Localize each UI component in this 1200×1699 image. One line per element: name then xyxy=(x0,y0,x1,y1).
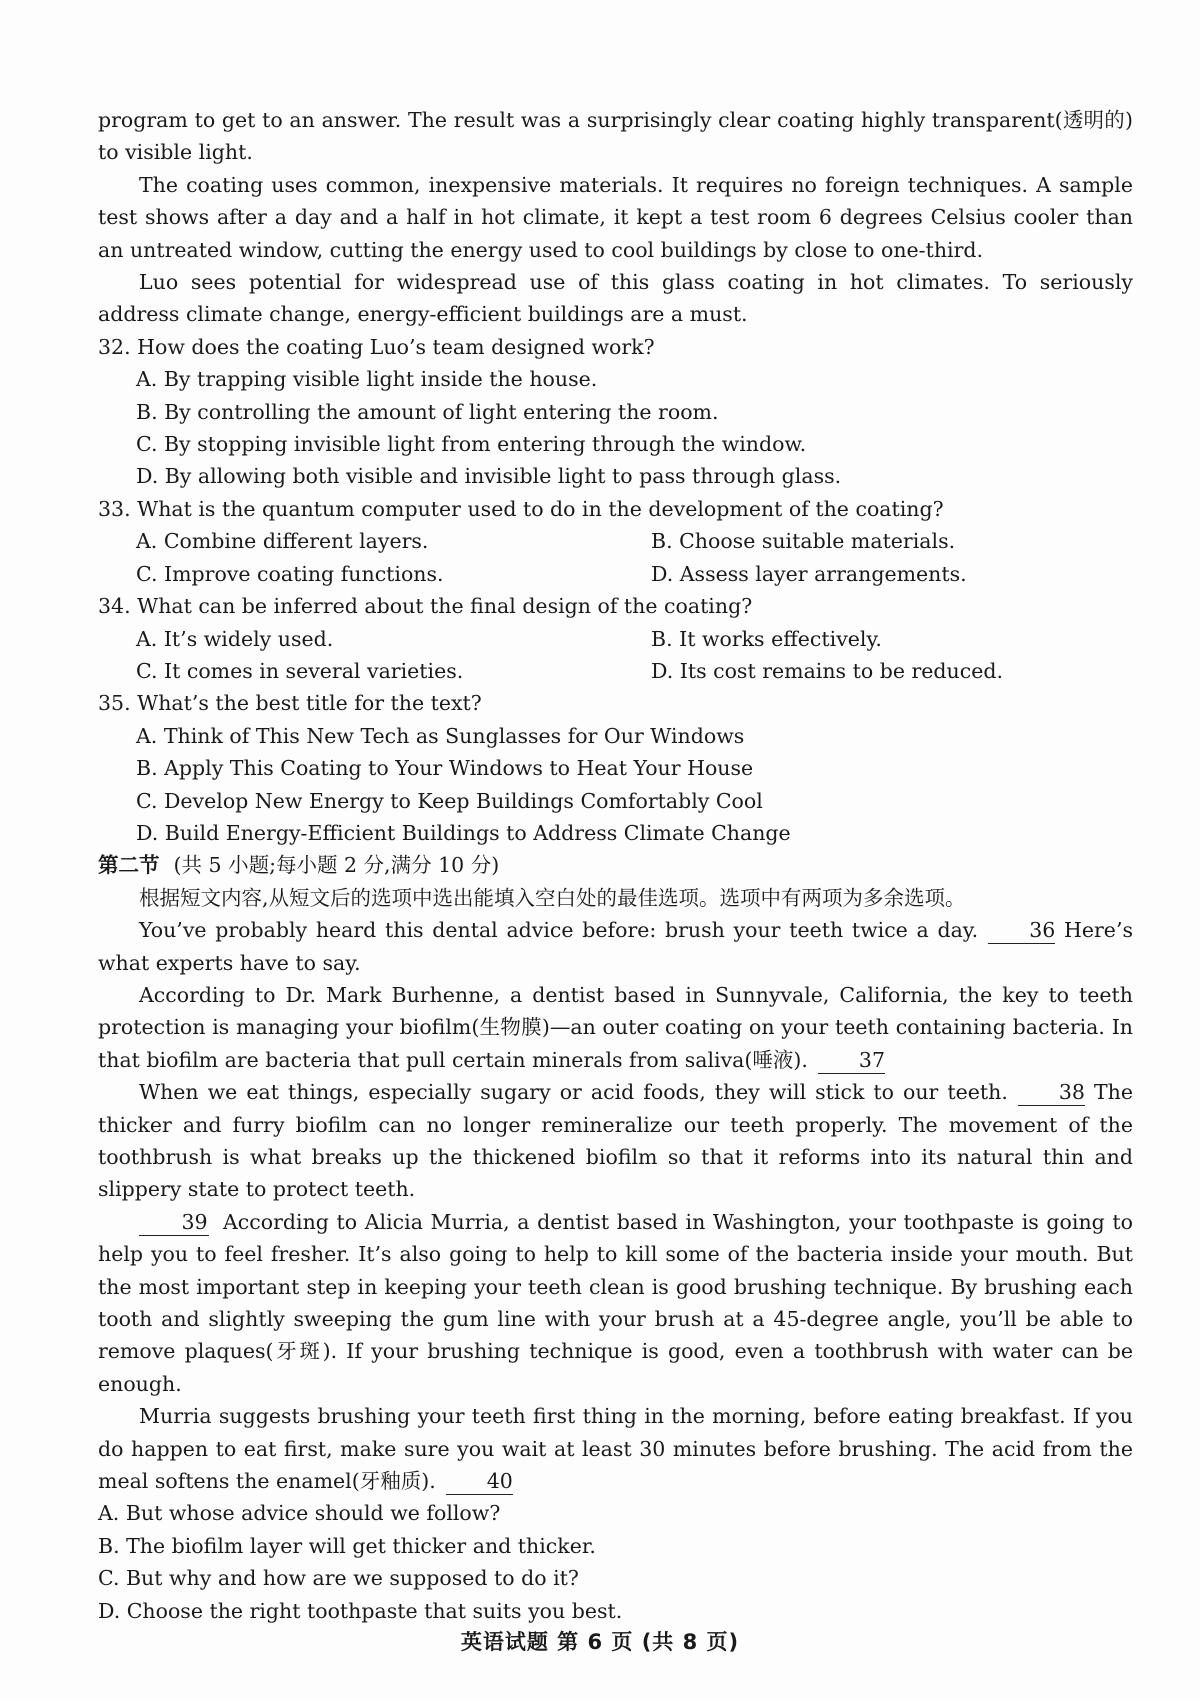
option-a: A. By trapping visible light inside the house. xyxy=(136,367,598,392)
option-b: B. By controlling the amount of light entering the room. xyxy=(136,399,719,424)
question-stem: 32. How does the coating Luo’s team designed work? xyxy=(98,334,655,359)
passage-paragraph xyxy=(98,979,1133,1076)
option-d: D. Its cost remains to be reduced. xyxy=(651,658,1003,683)
question-32 xyxy=(98,331,1133,493)
paragraph-text: The thicker and furry biofilm can no longer remineralize our teeth properly. The movement of the toothbrush is what breaks up the thickened biofilm so that it reforms into its natural thin and slippery state to protect teeth. xyxy=(98,1080,1133,1202)
option-b: B. It works effectively. xyxy=(651,626,882,651)
page-footer: 英语试题 第 6 页 (共 8 页) xyxy=(460,1630,740,1654)
blank-36: 36 xyxy=(988,917,1055,944)
options-grid xyxy=(98,525,1133,590)
section-title: 第二节 xyxy=(98,853,160,878)
choice-d: D. Choose the right toothpaste that suits you best. xyxy=(98,1598,623,1623)
paragraph-text: Here’s what experts have to say. xyxy=(98,918,1133,975)
question-33 xyxy=(98,493,1133,590)
choice-c: C. But why and how are we supposed to do it? xyxy=(98,1566,579,1591)
section-meta: (共 5 小题;每小题 2 分,满分 10 分) xyxy=(173,853,500,878)
option-c: C. Develop New Energy to Keep Buildings Comfortably Cool xyxy=(136,788,763,813)
options-grid xyxy=(98,623,1133,688)
option-c: C. It comes in several varieties. xyxy=(136,658,464,683)
choice-list xyxy=(98,1497,1133,1627)
option-b: B. Choose suitable materials. xyxy=(651,529,956,554)
passage-paragraph xyxy=(98,1400,1133,1497)
blank-39: 39 xyxy=(139,1209,209,1236)
option-a: A. Think of This New Tech as Sunglasses for Our Windows xyxy=(136,723,745,748)
paragraph-text: You’ve probably heard this dental advice before: brush your teeth twice a day. xyxy=(139,918,979,943)
option-c: C. By stopping invisible light from entering through the window. xyxy=(136,432,807,457)
page-content xyxy=(98,104,1133,1627)
question-35 xyxy=(98,687,1133,849)
choice-a: A. But whose advice should we follow? xyxy=(98,1501,501,1526)
question-stem: 33. What is the quantum computer used to do in the development of the coating? xyxy=(98,496,944,521)
passage-paragraph: Luo sees potential for widespread use of this glass coating in hot climates. To seriously address climate change, energy-efficient buildings are a must. xyxy=(98,270,1133,327)
section-heading xyxy=(98,849,1133,881)
question-stem: 34. What can be inferred about the final design of the coating? xyxy=(98,594,753,619)
passage-paragraph xyxy=(98,1076,1133,1206)
blank-40: 40 xyxy=(446,1468,513,1495)
paragraph-text: Murria suggests brushing your teeth first thing in the morning, before eating breakfast. If you do happen to eat first, make sure you wait at least 30 minutes before brushing. The acid from the meal softens the enamel(牙釉质). xyxy=(98,1404,1133,1494)
section-instruction: 根据短文内容,从短文后的选项中选出能填入空白处的最佳选项。选项中有两项为多余选项。 xyxy=(139,885,966,910)
paragraph-text: According to Alicia Murria, a dentist based in Washington, your toothpaste is going to help you to feel fresher. It’s also going to help to kill some of the bacteria inside your mouth. But the most important step in keeping your teeth clean is good brushing technique. By brushing each tooth and slightly sweeping the gum line with your brush at a 45-degree angle, you’ll be able to remove plaques(牙斑). If your brushing technique is good, even a toothbrush with water can be enough. xyxy=(98,1209,1133,1396)
blank-37: 37 xyxy=(818,1047,885,1074)
paragraph-text: According to Dr. Mark Burhenne, a dentist based in Sunnyvale, California, the key to teeth protection is managing your biofilm(生物膜)—an outer coating on your teeth containing bacteria. In that biofilm are bacteria that pull certain minerals from saliva(唾液). xyxy=(98,982,1133,1072)
option-d: D. Assess layer arrangements. xyxy=(651,561,967,586)
choice-b: B. The biofilm layer will get thicker and thicker. xyxy=(98,1533,596,1558)
option-c: C. Improve coating functions. xyxy=(136,561,444,586)
option-b: B. Apply This Coating to Your Windows to Heat Your House xyxy=(136,756,754,781)
option-d: D. Build Energy-Efficient Buildings to Address Climate Change xyxy=(136,820,791,845)
question-stem: 35. What’s the best title for the text? xyxy=(98,691,482,716)
passage-paragraph: The coating uses common, inexpensive materials. It requires no foreign techniques. A sample test shows after a day and a half in hot climate, it kept a test room 6 degrees Celsius cooler than an untreated window, cutting the energy used to cool buildings by close to one-third. xyxy=(98,172,1133,262)
passage-paragraph: program to get to an answer. The result was a surprisingly clear coating highly transparent(透明的) to visible light. xyxy=(98,108,1133,165)
option-d: D. By allowing both visible and invisible light to pass through glass. xyxy=(136,464,842,489)
passage-paragraph xyxy=(98,1206,1133,1400)
option-a: A. It’s widely used. xyxy=(136,626,334,651)
paragraph-text: When we eat things, especially sugary or acid foods, they will stick to our teeth. xyxy=(139,1080,1008,1105)
passage-paragraph xyxy=(98,914,1133,979)
option-a: A. Combine different layers. xyxy=(136,529,429,554)
question-34 xyxy=(98,590,1133,687)
blank-38: 38 xyxy=(1018,1079,1085,1106)
